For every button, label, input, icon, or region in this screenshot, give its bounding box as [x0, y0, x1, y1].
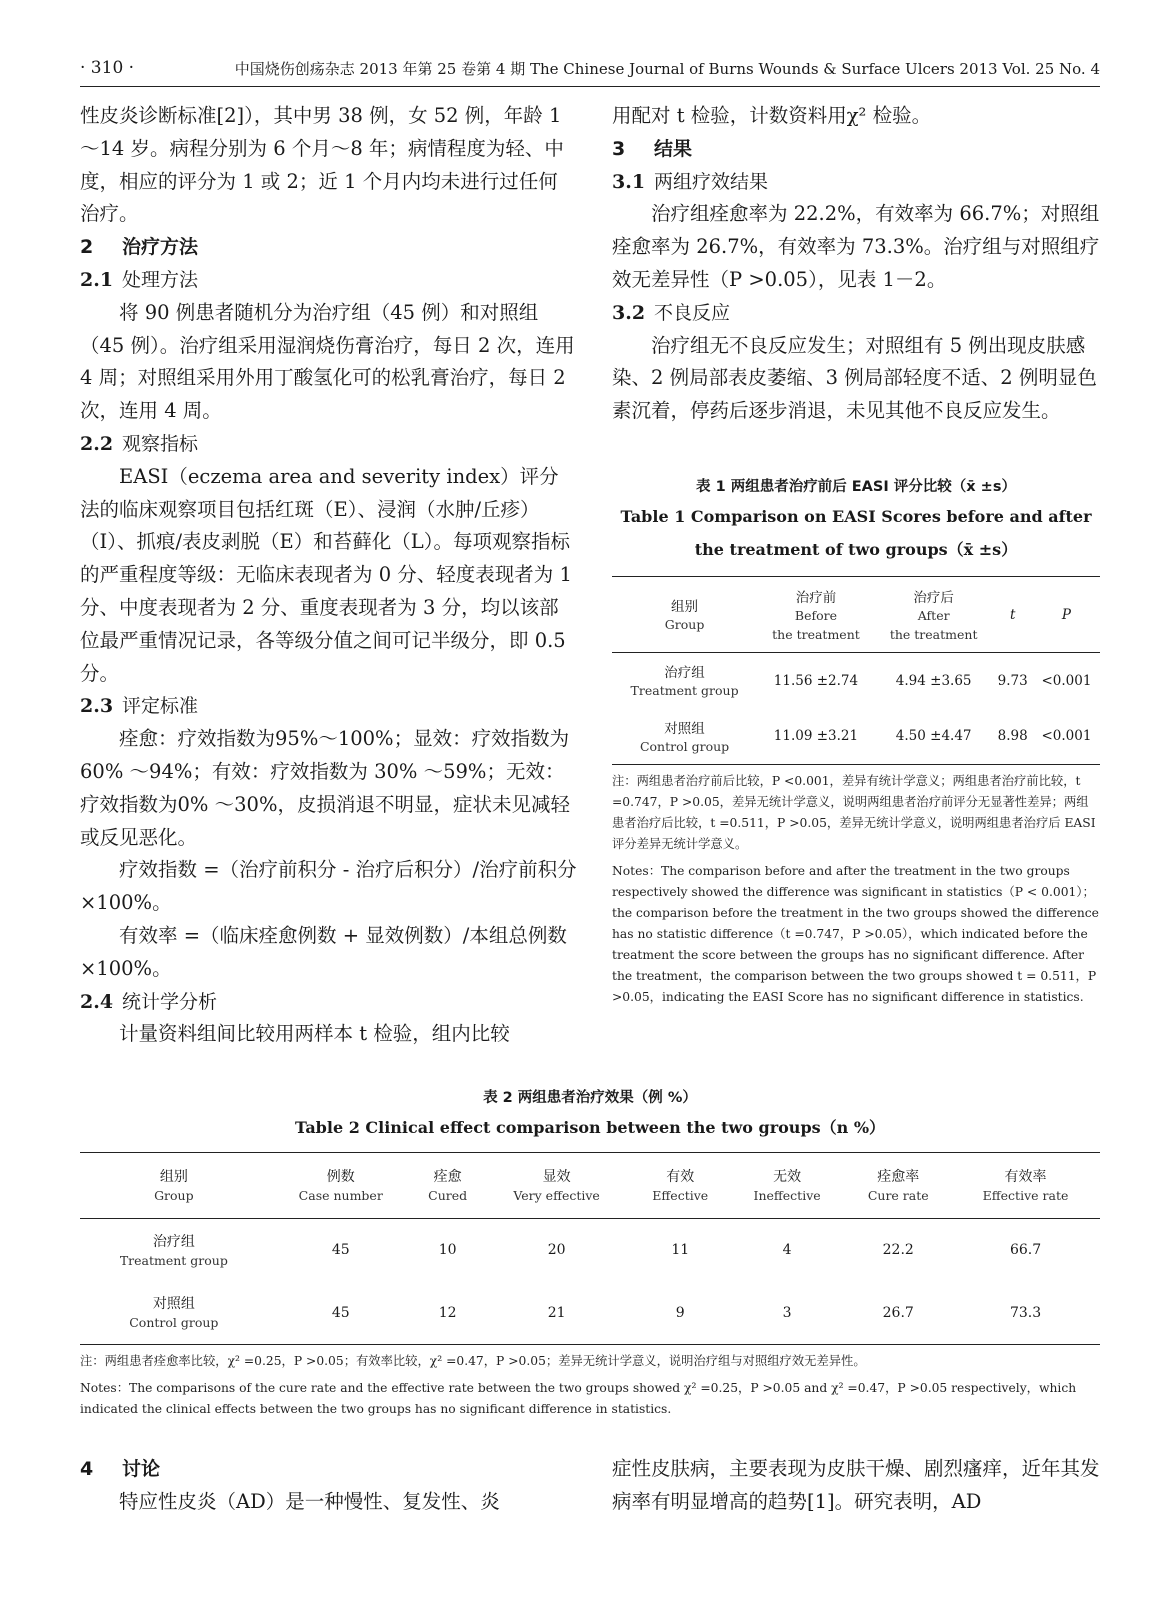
section-heading-3: 3 结果	[612, 137, 693, 160]
subsection-heading-3-2: 3.2 不良反应	[612, 301, 731, 324]
cell-after: 4.50 ±4.47	[895, 728, 972, 745]
cell-group: 治疗组 Treatment group	[119, 1233, 228, 1268]
table-1-caption-en: Table 1 Comparison on EASI Scores before and after	[620, 507, 1092, 526]
col-before: 治疗前 Before the treatment	[772, 589, 860, 642]
formula-effective-rate: 有效率 =（临床痊愈例数 + 显效例数）/本组总例数 ×100%。	[80, 923, 567, 980]
cell-p: <0.001	[1041, 728, 1092, 745]
subsection-heading-3-1: 3.1 两组疗效结果	[612, 170, 769, 193]
paragraph-statistics: 计量资料组间比较用两样本 t 检验，组内比较	[119, 1022, 510, 1046]
cell-t: 8.98	[997, 728, 1028, 745]
cell-value: 26.7	[882, 1304, 914, 1321]
paragraph-intro: 性皮炎诊断标准[2]），其中男 38 例，女 52 例，年龄 1～14 岁。病程分别为 6 个月～8 年；病情程度为轻、中度，相应的评分为 1 或 2；近 1 个月内均未进行过任何治疗。	[80, 104, 564, 226]
discussion-right	[612, 1453, 1100, 1519]
paragraph-discussion-start: 特应性皮炎（AD）是一种慢性、复发性、炎	[119, 1489, 500, 1513]
table-2-caption-en: Table 2 Clinical effect comparison between the two groups（n %）	[294, 1118, 886, 1137]
table-1-caption-en-2: the treatment of two groups（x̄ ±s）	[694, 540, 1018, 559]
col-ineffective: 无效 Ineffective	[753, 1169, 821, 1203]
running-header	[80, 52, 1100, 87]
cell-group: 治疗组 Treatment group	[630, 665, 739, 699]
col-effective: 有效 Effective	[652, 1169, 709, 1203]
right-column	[612, 100, 1100, 428]
formula-efficacy-index: 疗效指数 =（治疗前积分 - 治疗后积分）/治疗前积分 ×100%。	[80, 858, 577, 915]
table-2-note-en: Notes：The comparisons of the cure rate and the effective rate between the two groups showed χ² =0.25，P >0.05 and χ² =0.47，P >0.05 respectively，which indicated the clinical effects between the two groups has no significant difference in statistics.	[80, 1381, 1077, 1416]
table-2-note-cn: 注：两组患者痊愈率比较，χ² =0.25，P >0.05；有效率比较，χ² =0.47，P >0.05；差异无统计学意义，说明治疗组与对照组疗效无差异性。	[80, 1354, 866, 1368]
cell-after: 4.94 ±3.65	[895, 672, 972, 689]
section-heading-2: 2 治疗方法	[80, 236, 199, 259]
col-p: P	[1061, 606, 1071, 623]
left-column	[80, 100, 577, 1051]
paragraph-discussion-cont: 症性皮肤病，主要表现为皮肤干燥、剧烈瘙痒，近年其发病率有明显增高的趋势[1]。研究表明，AD	[612, 1457, 1100, 1513]
table-2	[80, 1152, 1100, 1345]
paragraph-criteria: 痊愈：疗效指数为95%～100%；显效：疗效指数为 60% ～94%；有效：疗效指数为 30% ～59%；无效：疗效指数为0% ～30%，皮损消退不明显，症状未见减轻或反见恶化。	[80, 727, 570, 849]
cell-value: 21	[547, 1304, 566, 1321]
cell-t: 9.73	[997, 672, 1028, 689]
col-cure-rate: 痊愈率 Cure rate	[867, 1169, 929, 1203]
cell-group: 对照组 Control group	[129, 1296, 219, 1331]
table-1-caption-cn: 表 1 两组患者治疗前后 EASI 评分比较（x̄ ±s）	[696, 479, 1016, 495]
subsection-heading-2-3: 2.3 评定标准	[80, 695, 199, 718]
table-row	[80, 1282, 1100, 1345]
table-1-block	[612, 475, 1100, 1008]
paragraph-continued: 用配对 t 检验，计数资料用χ² 检验。	[612, 104, 932, 127]
cell-before: 11.56 ±2.74	[773, 672, 859, 689]
table-1-note-en: Notes：The comparison before and after the treatment in the two groups respectively showed the difference was significant in statistics（P < 0.001）；the comparison before the treatment in the two groups showed the difference has no statistic difference（t =0.747，P >0.05），which indicated before the treatment the score between the groups has no significant difference. After the treatment，the comparison between the two groups showed t = 0.511，P >0.05，indicating the EASI Score has no significant difference in statistics.	[612, 864, 1099, 1004]
cell-value: 20	[547, 1242, 566, 1259]
section-heading-4: 4 讨论	[80, 1458, 161, 1480]
col-case-number: 例数 Case number	[298, 1169, 383, 1203]
paragraph-treatment: 将 90 例患者随机分为治疗组（45 例）和对照组（45 例）。治疗组采用湿润烧伤膏治疗，每日 2 次，连用 4 周；对照组采用外用丁酸氢化可的松乳膏治疗，每日 2 次，连用 4 周。	[80, 300, 575, 423]
col-group: 组别 Group	[154, 1169, 194, 1203]
paragraph-adverse: 治疗组无不良反应发生；对照组有 5 例出现皮肤感染、2 例局部表皮萎缩、3 例局部轻度不适、2 例明显色素沉着，停药后逐步消退，未见其他不良反应发生。	[612, 333, 1097, 423]
col-very-effective: 显效 Very effective	[513, 1169, 600, 1203]
cell-value: 10	[438, 1242, 457, 1259]
table-header-row	[612, 577, 1100, 653]
cell-value: 22.2	[882, 1242, 914, 1259]
table-header-row	[80, 1153, 1100, 1219]
subsection-heading-2-4: 2.4 统计学分析	[80, 990, 218, 1013]
cell-value: 66.7	[1009, 1242, 1042, 1259]
cell-value: 45	[331, 1304, 350, 1321]
table-row	[612, 709, 1100, 765]
col-after: 治疗后 After the treatment	[889, 589, 978, 642]
table-row	[80, 1219, 1100, 1282]
col-cured: 痊愈 Cured	[428, 1169, 468, 1203]
cell-value: 11	[671, 1242, 690, 1259]
cell-value: 9	[675, 1304, 685, 1321]
table-1-note-cn: 注：两组患者治疗前后比较，P <0.001，差异有统计学意义；两组患者治疗前比较，t =0.747，P >0.05，差异无统计学意义，说明两组患者治疗前评分无显著性差异；两组患者治疗后比较，t =0.511，P >0.05，差异无统计学意义，说明两组患者治疗后 EASI 评分差异无统计学意义。	[612, 774, 1096, 851]
table-2-block	[80, 1086, 1100, 1420]
paragraph-results: 治疗组痊愈率为 22.2%，有效率为 66.7%；对照组痊愈率为 26.7%，有效率为 73.3%。治疗组与对照组疗效无差异性（P >0.05），见表 1－2。	[612, 202, 1100, 291]
cell-group: 对照组 Control group	[639, 720, 730, 754]
col-group: 组别 Group	[664, 599, 705, 632]
discussion-left	[80, 1453, 577, 1519]
table-row	[612, 653, 1100, 709]
cell-value: 73.3	[1009, 1304, 1042, 1321]
paragraph-observation: EASI（eczema area and severity index）评分法的临床观察项目包括红斑（E）、浸润（水肿/丘疹）（I）、抓痕/表皮剥脱（E）和苔藓化（L）。每项观察指标的严重程度等级：无临床表现者为 0 分、轻度表现者为 1 分、中度表现者为 2 分、重度表现者为 3 分，均以该部位最严重情况记录，各等级分值之间可记半级分，即 0.5 分。	[80, 464, 572, 685]
cell-value: 12	[438, 1304, 457, 1321]
cell-value: 45	[331, 1242, 350, 1259]
cell-value: 4	[782, 1242, 792, 1259]
cell-value: 3	[782, 1304, 792, 1321]
subsection-heading-2-1: 2.1 处理方法	[80, 268, 199, 291]
col-t: t	[1009, 606, 1016, 623]
page-number: · 310 ·	[80, 58, 135, 78]
journal-title: 中国烧伤创疡杂志 2013 年第 25 卷第 4 期 The Chinese Journal of Burns Wounds & Surface Ulcers 2013 Vol. 25 No. 4	[234, 60, 1100, 78]
cell-before: 11.09 ±3.21	[773, 728, 859, 745]
subsection-heading-2-2: 2.2 观察指标	[80, 432, 199, 455]
cell-p: <0.001	[1041, 672, 1092, 689]
table-2-caption-cn: 表 2 两组患者治疗效果（例 %）	[483, 1090, 697, 1106]
table-1	[612, 576, 1100, 765]
col-effective-rate: 有效率 Effective rate	[982, 1169, 1069, 1203]
